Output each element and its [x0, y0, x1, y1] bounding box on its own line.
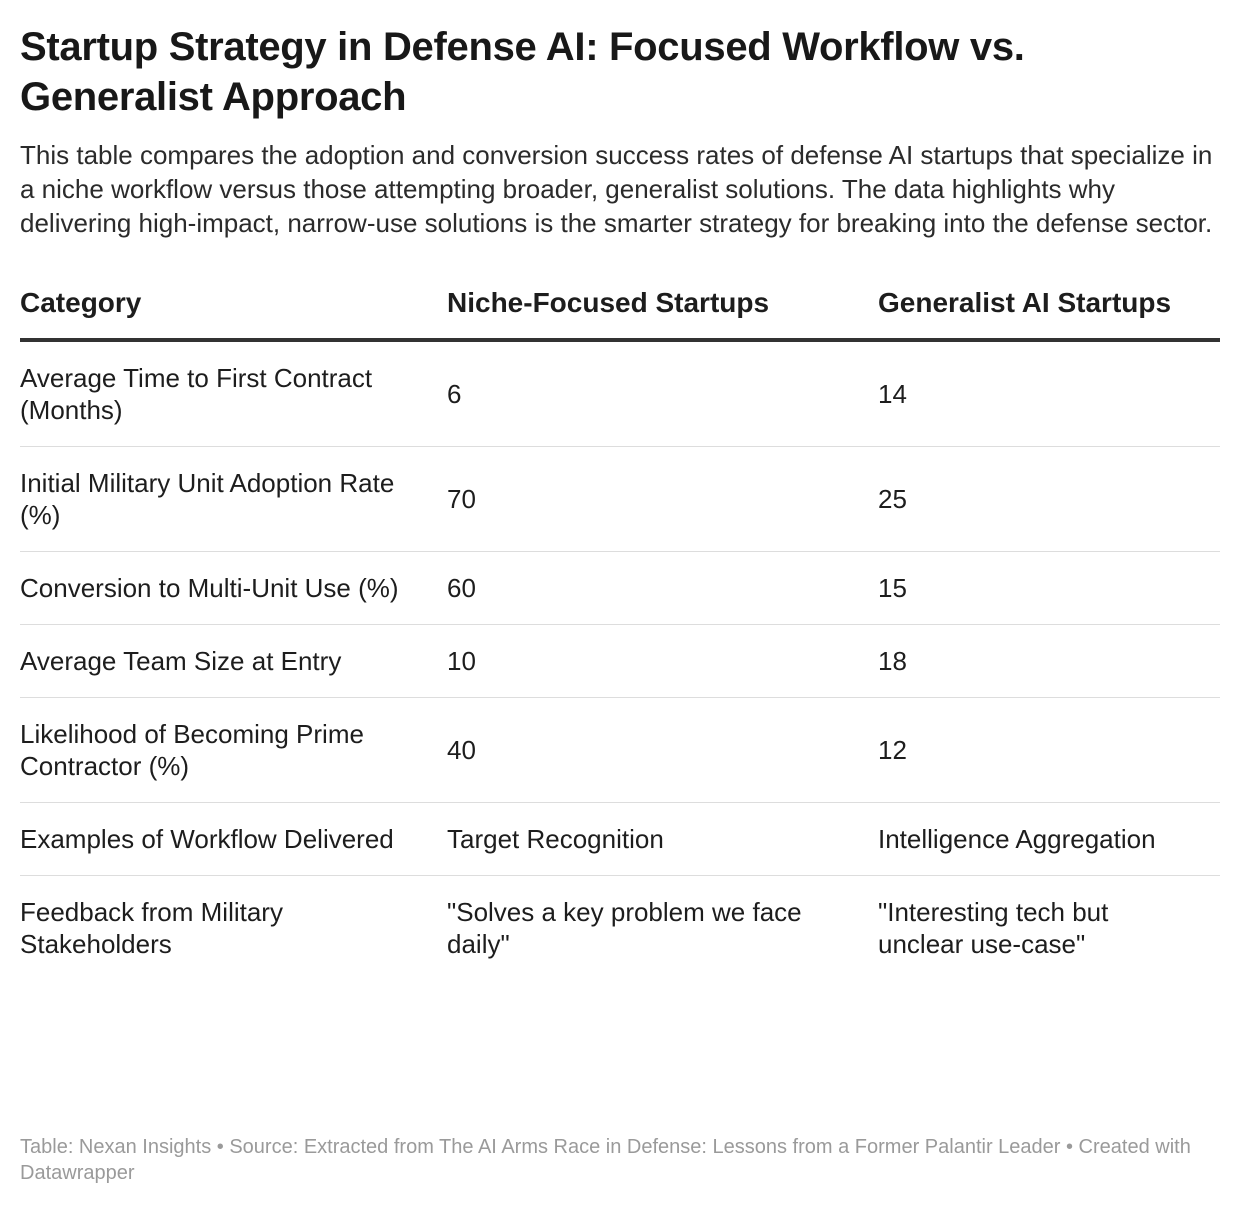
row-category: Feedback from Military Stakeholders — [20, 897, 283, 959]
chart-description: This table compares the adoption and conversion success rates of defense AI startups that specialize in a niche workflow versus those attempting broader, generalist solutions. The data highlights why delivering high-impact, narrow-use solutions is the smarter strategy for breaking into the defense sector. — [20, 140, 1213, 238]
header-row — [20, 286, 1220, 340]
table-row — [20, 803, 1220, 876]
niche-value: 70 — [447, 447, 878, 552]
data-table — [20, 286, 1220, 980]
row-category: Average Time to First Contract (Months) — [20, 340, 447, 447]
table-row — [20, 552, 1220, 625]
column-header: Generalist AI Startups — [878, 286, 1220, 340]
table-row — [20, 876, 1220, 981]
chart-title: Startup Strategy in Defense AI: Focused Workflow vs. Generalist Approach — [20, 25, 1025, 119]
generalist-value: "Interesting tech but unclear use-case" — [878, 897, 1109, 959]
generalist-value: 14 — [878, 340, 1220, 447]
row-category: Conversion to Multi-Unit Use (%) — [20, 552, 447, 625]
niche-value: Target Recognition — [447, 803, 878, 876]
table-row — [20, 698, 1220, 803]
row-category: Likelihood of Becoming Prime Contractor (%) — [20, 698, 447, 803]
column-header: Category — [20, 286, 447, 340]
generalist-value: 18 — [878, 625, 1220, 698]
niche-value: 10 — [447, 625, 878, 698]
niche-value: 60 — [447, 552, 878, 625]
niche-value: 40 — [447, 698, 878, 803]
row-category: Examples of Workflow Delivered — [20, 803, 447, 876]
niche-value: "Solves a key problem we face daily" — [447, 897, 802, 959]
generalist-value: 25 — [878, 447, 1220, 552]
generalist-value: 12 — [878, 698, 1220, 803]
table-row — [20, 625, 1220, 698]
row-category: Initial Military Unit Adoption Rate (%) — [20, 447, 447, 552]
row-category: Average Team Size at Entry — [20, 625, 447, 698]
generalist-value: 15 — [878, 552, 1220, 625]
generalist-value: Intelligence Aggregation — [878, 803, 1220, 876]
column-header: Niche-Focused Startups — [447, 286, 878, 340]
chart-footer: Table: Nexan Insights • Source: Extracted from The AI Arms Race in Defense: Lessons from a Former Palantir Leader • Created with Datawrapper — [20, 1136, 1191, 1184]
niche-value: 6 — [447, 340, 878, 447]
chart-container — [20, 22, 1220, 980]
table-row — [20, 447, 1220, 552]
table-row — [20, 340, 1220, 447]
